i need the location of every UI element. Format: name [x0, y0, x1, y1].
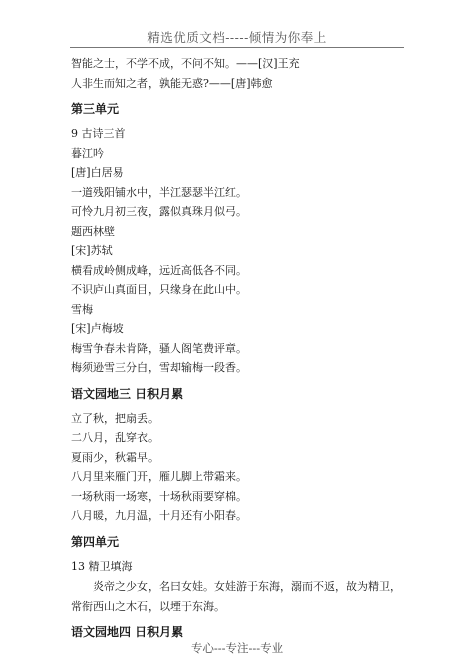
- text-line: 9 古诗三首: [71, 127, 126, 140]
- text-line: [唐]白居易: [71, 166, 124, 179]
- text-line: [宋]卢梅坡: [71, 322, 124, 335]
- text-line: 横看成岭侧成峰，远近高低各不同。: [71, 263, 247, 277]
- text-line: 梅雪争春未肯降，骚人阁笔费评章。: [71, 341, 247, 355]
- document-body: [71, 54, 405, 647]
- text-line: 不识庐山真面目，只缘身在此山中。: [71, 283, 247, 296]
- text-line: 一道残阳铺水中，半江瑟瑟半江红。: [71, 185, 247, 199]
- page-footer: 专心---专注---专业: [190, 641, 284, 655]
- text-line: 夏雨少，秋霜早。: [71, 450, 159, 464]
- paragraph: 炎帝之少女，名曰女娃。女娃游于东海，溺而不返，故为精卫，常衔西山之木石，以堙于东海。: [71, 580, 401, 613]
- section-heading: 语文园地三 日积月累: [71, 386, 184, 401]
- text-line: 暮江吟: [71, 146, 104, 160]
- text-line: 梅须逊雪三分白，雪却输梅一段香。: [71, 361, 247, 374]
- section-heading: 语文园地四 日积月累: [71, 625, 184, 639]
- text-line: 可怜九月初三夜，露似真珠月似弓。: [71, 205, 247, 218]
- text-line: 一场秋雨一场寒，十场秋雨要穿棉。: [71, 489, 247, 503]
- text-line: 二八月，乱穿衣。: [71, 431, 159, 444]
- text-line: 雪梅: [71, 302, 93, 316]
- text-line: 13 精卫填海: [71, 559, 133, 573]
- text-line: 题西林壁: [71, 224, 115, 238]
- text-line: [宋]苏轼: [71, 244, 113, 257]
- text-line: 人非生而知之者，孰能无惑?——[唐]韩愈: [71, 76, 273, 90]
- text-line: 立了秋，把扇丢。: [71, 411, 159, 425]
- header-divider: [70, 47, 404, 48]
- text-line: 智能之士，不学不成，不问不知。——[汉]王充: [71, 57, 300, 70]
- section-heading: 第三单元: [71, 102, 120, 116]
- text-line: 八月暖，九月温，十月还有小阳春。: [71, 509, 247, 522]
- text-line: 八月里来雁门开，雁儿脚上带霜来。: [71, 470, 247, 483]
- page-header: 精选优质文档-----倾情为你奉上: [147, 30, 327, 45]
- section-heading: 第四单元: [71, 534, 120, 549]
